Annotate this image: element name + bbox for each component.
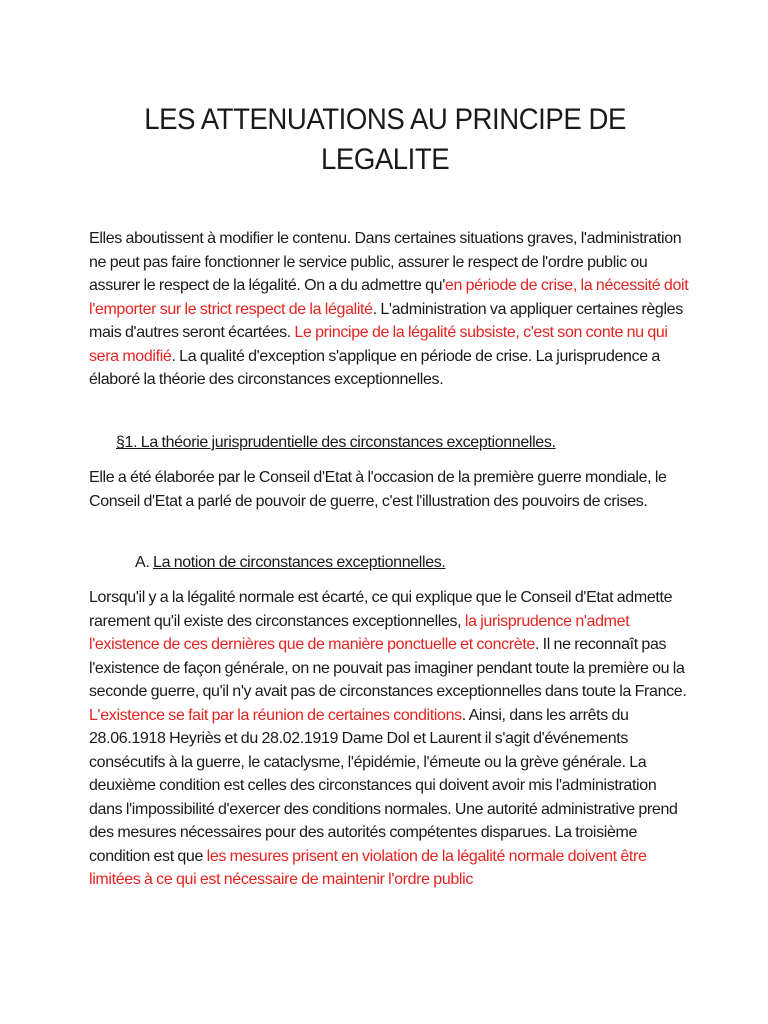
title-line-1: LES ATTENUATIONS AU PRINCIPE DE xyxy=(144,103,626,136)
notion-paragraph xyxy=(89,586,689,892)
intro-highlight-2: Le principe de la légalité subsiste, c'est son conte nu qui sera modifié xyxy=(89,324,668,365)
title-line-2: LEGALITE xyxy=(320,143,450,176)
page-title xyxy=(32,100,739,180)
section-heading-1: §1. La théorie jurisprudentielle des circonstances exceptionnelles. xyxy=(116,434,556,451)
subsection-label: A. xyxy=(135,554,154,571)
intro-paragraph xyxy=(89,227,689,392)
notion-highlight-1: la jurisprudence n'admet l'existence de ces dernières que de manière ponctuelle et concrète xyxy=(89,612,630,653)
notion-highlight-2: L'existence se fait par la réunion de certaines conditions xyxy=(89,706,462,724)
section-text: Elle a été élaborée par le Conseil d'Etat à l'occasion de la première guerre mondiale, le Conseil d'Etat a parlé de pouvoir de guerre, c'est l'illustration des pouvoirs de crises. xyxy=(89,469,667,510)
intro-text-3: . La qualité d'exception s'applique en période de crise. La jurisprudence a élaboré la théorie des circonstances exceptionnelles. xyxy=(89,347,660,388)
section-paragraph xyxy=(89,466,689,513)
notion-highlight-3: les mesures prisent en violation de la légalité normale doivent être limitées à ce qui est nécessaire de maintenir l'ordre public xyxy=(89,847,647,888)
intro-text-1: Elles aboutissent à modifier le contenu. Dans certaines situations graves, l'administration ne peut pas faire fonctionner le service public, assurer le respect de l'ordre public ou assurer le respect de la légalité. On a du admettre qu' xyxy=(89,230,682,294)
subsection-heading-a xyxy=(135,551,446,575)
notion-text-3: . Ainsi, dans les arrêts du 28.06.1918 Heyriès et du 28.02.1919 Dame Dol et Laurent il s'agit d'événements consécutifs à la guerre, le cataclysme, l'épidémie, l'émeute ou la grève générale. La deuxième condition est celles des circonstances qui doivent avoir mis l'administration dans l'impossibilité d'exercer des conditions normales. Une autorité administrative prend des mesures nécessaires pour des autorités compétentes disparues. La troisième condition est que xyxy=(89,706,678,865)
subsection-title: La notion de circonstances exceptionnelles. xyxy=(153,554,446,571)
notion-text-1: Lorsqu'il y a la légalité normale est écarté, ce qui explique que le Conseil d'Etat admette rarement qu'il existe des circonstances exceptionnelles, xyxy=(89,589,673,630)
intro-text-2: . L'administration va appliquer certaines règles mais d'autres seront écartées. xyxy=(89,300,683,341)
intro-highlight-1: en période de crise, la nécessité doit l'emporter sur le strict respect de la légalité xyxy=(89,277,689,318)
notion-text-2: . Il ne reconnaît pas l'existence de façon générale, on ne pouvait pas imaginer pendant toute la première ou la seconde guerre, qu'il n'y avait pas de circonstances exceptionnelles dans toute la France. xyxy=(89,636,687,700)
